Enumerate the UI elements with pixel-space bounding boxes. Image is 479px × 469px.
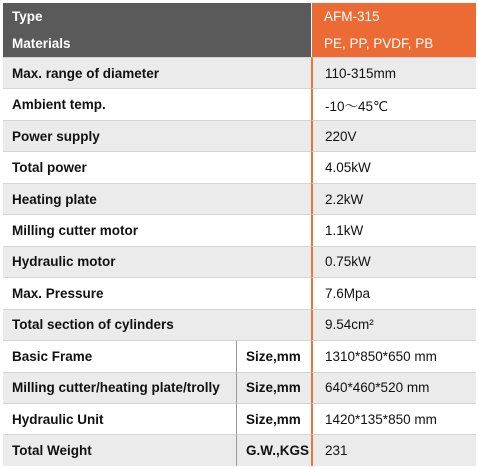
spec-unit: Size,mm [236, 403, 311, 434]
spec-value: 1310*850*650 mm [311, 340, 476, 371]
spec-label: Max. range of diameter [3, 57, 311, 88]
spec-label: Milling cutter motor [3, 214, 311, 245]
header-type-value: AFM-315 [311, 3, 476, 30]
spec-table [3, 3, 476, 466]
spec-value: 9.54cm² [311, 309, 476, 340]
spec-value: 4.05kW [311, 151, 476, 182]
spec-label: Total power [3, 151, 311, 182]
header-materials-label: Materials [3, 30, 311, 57]
spec-value: 0.75kW [311, 246, 476, 277]
spec-value: 110-315mm [311, 57, 476, 88]
spec-value: 220V [311, 120, 476, 151]
spec-label: Hydraulic Unit [3, 403, 236, 434]
spec-label: Total section of cylinders [3, 309, 311, 340]
header-type-label: Type [3, 3, 311, 30]
spec-value: 231 [311, 434, 476, 465]
spec-unit: G.W.,KGS [236, 434, 311, 465]
spec-unit: Size,mm [236, 340, 311, 371]
spec-value: 1.1kW [311, 214, 476, 245]
spec-value: 2.2kW [311, 183, 476, 214]
spec-value: 7.6Mpa [311, 277, 476, 308]
spec-value: -10〜45℃ [311, 88, 476, 119]
spec-label: Max. Pressure [3, 277, 311, 308]
spec-label: Ambient temp. [3, 88, 311, 119]
spec-label: Hydraulic motor [3, 246, 311, 277]
spec-label: Power supply [3, 120, 311, 151]
header-materials-value: PE, PP, PVDF, PB [311, 30, 476, 57]
spec-value: 640*460*520 mm [311, 372, 476, 403]
spec-label: Basic Frame [3, 340, 236, 371]
spec-label: Total Weight [3, 434, 236, 465]
spec-label: Heating plate [3, 183, 311, 214]
spec-value: 1420*135*850 mm [311, 403, 476, 434]
spec-label: Milling cutter/heating plate/trolly [3, 372, 236, 403]
spec-unit: Size,mm [236, 372, 311, 403]
